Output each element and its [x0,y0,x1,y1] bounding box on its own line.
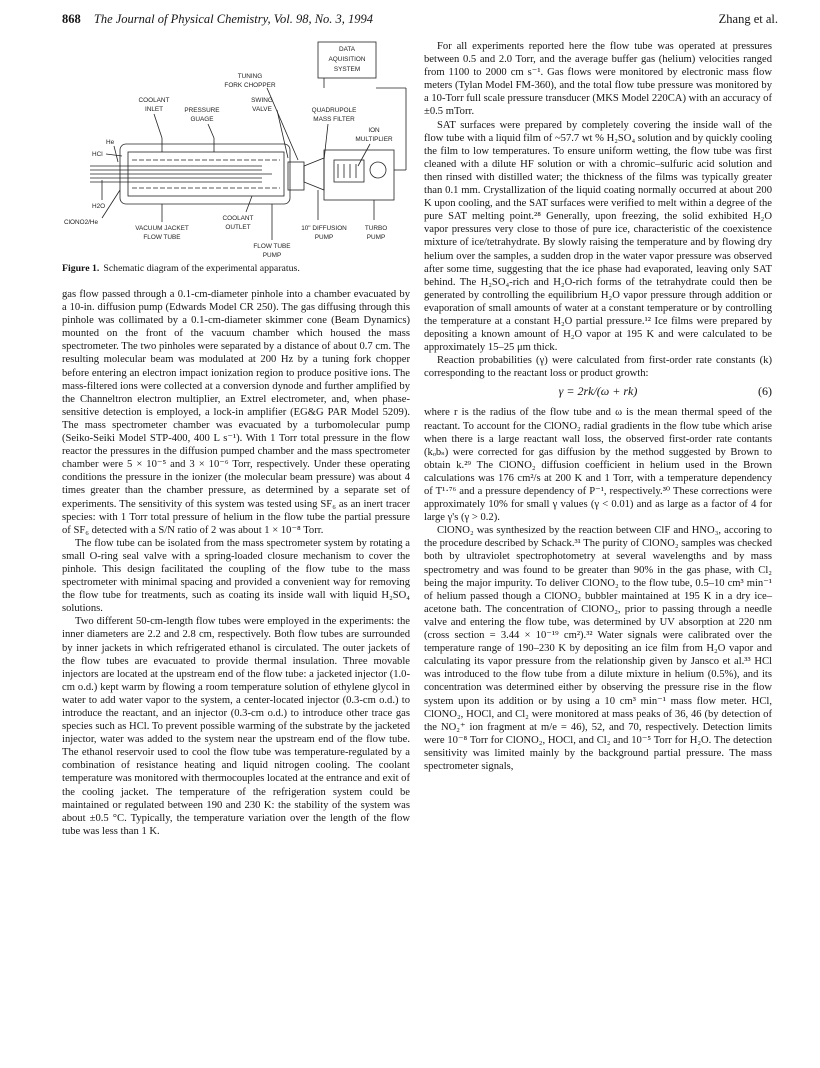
figure-caption-text: Schematic diagram of the experimental apparatus. [103,263,300,274]
equation-expression: γ = 2rk/(ω + rk) [558,384,638,399]
label-ion-2: MULTIPLIER [355,136,393,143]
label-ion-1: ION [368,127,380,134]
running-header [62,12,778,32]
apparatus-schematic [62,40,410,260]
journal-title: The Journal of Physical Chemistry, Vol. 98, No. 3, 1994 [93,12,374,26]
label-coolant-outlet-1: COOLANT [222,215,254,222]
paragraph: gas flow passed through a 0.1-cm-diameter pinhole into a chamber evacuated by a 10-in. diffusion pump (Edwards Model CR 250). The gas diffusing through this pinhole was collimated by a 0.1-cm-diameter skimmer cone (Beam Dynamics) mounted on the front of the vacuum chamber which housed the mass spectrometer. The two pinholes were separated by a distance of about 0.7 cm. The resulting molecular beam was modulated at 200 Hz by a tuning fork chopper before entering an electron impact ionization region to produce positive ions. The mass-filtered ions were collected at a conversion dynode and further amplified by the Channeltron electron multiplier, an Extrel electrometer, and, when phase-sensitive detection is employed, a lock-in amplifier (EG&G PAR Model 5209). The mass spectrometer chamber was evacuated by a turbomolecular pump (Seiko-Seiki Model STP-400, 400 L s⁻¹). With 1 Torr total pressure in the flow reactor the pressures in the diffusion pumped chamber and the mass spectrometer chamber were 5 × 10⁻⁵ and 3 × 10⁻⁶ Torr, respectively. Under these operating conditions the pressure in the ionizer (the molecular beam pressure) was about 4 times greater than the chamber pressure, as determined by a separate set of experiments. The sensitivity of this system was tested using SF₆ as an inert tracer species: with 1 Torr total pressure of helium in the flow tube the partial pressure of SF₆ detected with a S/N ratio of 2 was about 1 × 10⁻⁸ Torr. [62,289,410,536]
label-tuning-1: TUNING [237,73,263,80]
figure-caption-label: Figure 1. [62,263,100,274]
label-pressure-2: GUAGE [190,116,214,123]
figure-1 [62,40,410,272]
label-hcl: HCl [92,151,103,158]
label-daq-1: DATA [338,46,356,53]
label-tuning-2: FORK CHOPPER [224,82,276,89]
paragraph: For all experiments reported here the flow tube was operated at pressures between 0.5 and 2.0 Torr, and the average buffer gas (helium) velocities ranged from 1100 to 2000 cm s⁻¹. Gas flows were monitored by electronic mass flow meters (Tylan Model FM-360), and the total flow tube pressure was monitored by a 10-Torr full scale pressure transducer (MKS Model 220CA) with an accuracy of ±0.5 mTorr. [424,41,772,118]
label-h2o: H2O [92,203,106,210]
label-swing-2: VALVE [252,106,272,113]
paragraph: Reaction probabilities (γ) were calculated from first-order rate constants (k) corresponding to the reactant loss or product growth: [424,355,772,380]
paragraph: The flow tube can be isolated from the mass spectrometer system by rotating a small O-ring seal valve with a spring-loaded closure mechanism to cover the pinhole. This design facilitated the coupling of the flow tube to the mass spectrometer with minimal spacing and provided a convenient way for removing the flow tube for treatments, such as coating its inside wall with liquid H₂SO₄ solutions. [62,537,410,615]
label-diff-1: 10" DIFFUSION [301,225,347,232]
label-pressure-1: PRESSURE [184,107,220,114]
label-vac-2: FLOW TUBE [143,234,181,241]
label-daq-2: AQUISITION [328,56,366,63]
label-turbo-2: PUMP [366,234,386,241]
running-author: Zhang et al. [718,12,778,26]
paragraph: where r is the radius of the flow tube and ω is the mean thermal speed of the reactant. To account for the ClONO₂ radial gradients in the flow tube which arise when there is a large reactant wall loss, the observed first-order rate contants (kₒbₛ) were corrected for gas diffusion by the method suggested by Brown to obtain k.²⁹ The ClONO₂ diffusion coefficient in helium used in the Brown calculations was 176 cm²/s at 200 K and 1 Torr, with a temperature dependency of T¹·⁷⁶ and a pressure dependency of P⁻¹, respectively.³⁰ These corrections were approximately 10% for small γ values (γ < 0.01) and as large as a factor of 4 for large γ's (γ > 0.2). [424,407,772,524]
figure-caption [62,262,300,275]
label-he: He [106,139,115,146]
label-swing-1: SWING [251,97,273,104]
label-daq-3: SYSTEM [333,66,361,73]
label-coolant-outlet-2: OUTLET [225,224,251,231]
label-quad-2: MASS FILTER [313,116,355,123]
label-diff-2: PUMP [314,234,334,241]
label-ftp-2: PUMP [262,252,282,259]
label-ftp-1: FLOW TUBE [253,243,291,250]
label-coolant-inlet-1: COOLANT [138,97,170,104]
label-quad-1: QUADRUPOLE [311,107,357,114]
label-vac-1: VACUUM JACKET [135,225,189,232]
paragraph: SAT surfaces were prepared by completely covering the inside wall of the flow tube with a liquid film of ~57.7 wt % H₂SO₄ solution and by quickly cooling the film to low temperatures. To ensure uniform wetting, the flow tube was first cleaned with a dilute HF solution or with a chromic–sulfuric acid solution and then rinsed with distilled water; the thickness of the films was typically greater than 0.1 mm. Crystallization of the liquid coating normally occurred at about 200 K upon cooling, and the SAT surfaces were verified to melt within a degree of the pure SAT melting point.²⁸ Generally, upon freezing, the solid exhibited H₂O vapor pressures very close to those of pure ice, characteristic of the coexistence mixture of ice/tetrahydrate. By slowly raising the temperature and by flowing dry helium over the samples, a sudden drop in the water vapor pressure was observed after some time, suggesting that the ice phase had evaporated, leaving only SAT behind. The H₂SO₄-rich and H₂O-rich forms of the tetrahydrate could then be generated by controlling the equilibrium H₂O vapor pressure through addition or evaporation of small amounts of water at a constant temperature or by controlling the temperature at a constant H₂O partial pressure.¹² Ice films were prepared by depositing a known amount of H₂O vapor at 195 K and were calculated to be approximately 15–25 μm thick. [424,119,772,354]
page-number: 868 [62,12,81,26]
ion-multiplier-shape [370,162,386,178]
label-clono2: ClONO2/He [64,219,99,226]
equation-6 [424,380,772,406]
label-coolant-inlet-2: INLET [144,106,164,113]
paragraph: ClONO₂ was synthesized by the reaction between ClF and HNO₃, accoring to the procedure described by Schack.³¹ The purity of ClONO₂ samples was checked both by ultraviolet spectrophotometry at several wavelengths and by mass spectrometry and was found to be greater than 90% in the gas phase, with Cl₂ being the major impurity. To deliver ClONO₂ to the flow tube, 0.5–10 cm³ min⁻¹ of helium passed though a ClONO₂ bubbler maintained at 195 K in a dry ice–acetone bath. The concentration of ClONO₂, prior to passing through a needle valve and entering the flow tube, was determined by UV absorption at 220 nm (cross section = 3.44 × 10⁻¹⁹ cm²).³² Water signals were calibrated over the temperature range of 190–230 K by depositing an ice film from H₂O vapor and calculating its vapor pressure from the relationship given by Jansco et al.³³ HCl was introduced to the flow tube from a dilute mixture in helium (0.5%), and its concentration was determined either by observing the pressure rise in the flow system upon its addition or by using a 10 cm³ min⁻¹ mass flow meter. HCl, ClONO₂, HOCl, and Cl₂ were monitored at mass peaks of 36, 46 (by detection of the NO₂⁺ ion fragment at m/e = 46), 52, and 70, respectively. Detection limits were 10⁻⁸ Torr for ClONO₂, HOCl, and Cl₂ and 10⁻⁵ Torr for H₂O. The detection sensitivity was limited mainly by the background partial pressure. The mass spectrometer signals, [424,525,772,772]
paragraph: Two different 50-cm-length flow tubes were employed in the experiments: the inner diameters are 2.2 and 2.8 cm, respectively. Both flow tubes are surrounded by inner jackets in which refrigerated ethanol is circulated. The outer jackets of the flow tubes are evacuated to provide thermal insulation. Three movable injectors are located at the upstream end of the flow tube: a jacketed injector (1.0-cm o.d.) kept warm by flowing a room temperature solution of ethylene glycol in water to add water vapor to the system, a center-located injector (0.3-cm o.d.) to introduce the reactant, and an injector (0.3-cm o.d.) to introduce other trace gas species such as HCl. To prevent possible warming of the substrate by the jacketed injector, water was added to the system near the upstream end of the flow tube. The ethanol reservoir used to cool the flow tube was temperature-regulated by a combination of resistance heating and liquid nitrogen cooling. The coolant temperature was monitored with thermocouples located at the entrance and exit of the cooling jacket. The temperature of the refrigeration system could be maintained or regulated between 190 and 230 K: the stability of the system was about ±0.5 °C. Typically, the temperature variation over the length of the flow tube was less than 1 K. [62,616,410,837]
equation-number: (6) [758,384,772,399]
right-column [424,40,772,773]
label-turbo-1: TURBO [364,225,388,232]
ms-chamber [324,150,394,200]
left-column [62,40,410,838]
